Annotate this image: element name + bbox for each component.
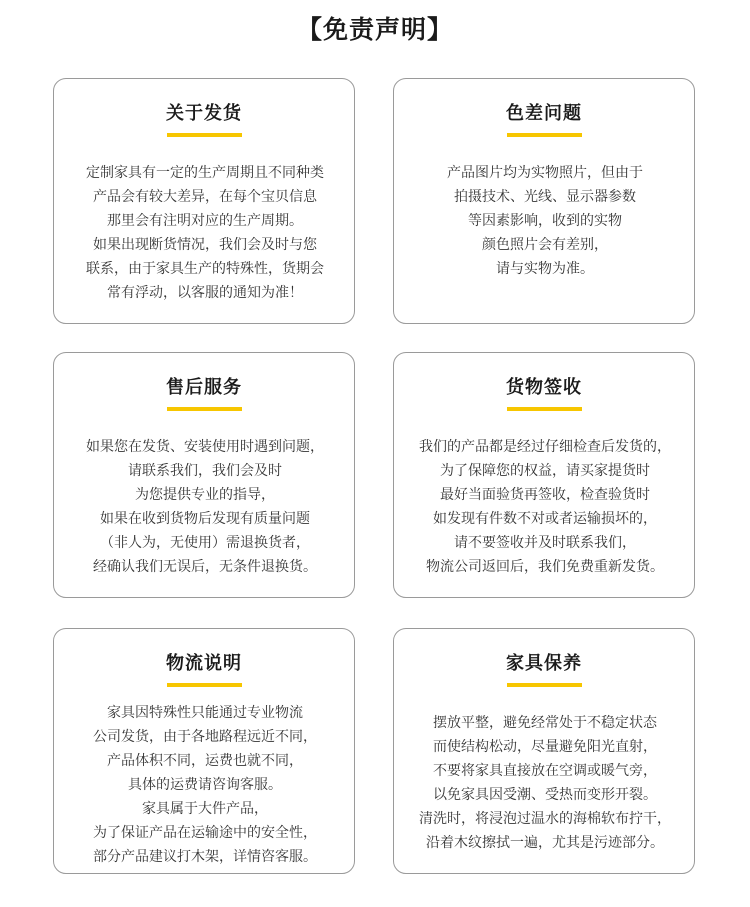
body-line: 为您提供专业的指导， [135,487,275,503]
card-title: 家具保养 [506,653,582,674]
card-body [402,161,688,281]
card-body [62,435,348,579]
body-line: 摆放平整，避免经常处于不稳定状态 [433,715,657,731]
title-underline [507,133,582,137]
card-after-sales [53,352,355,598]
body-line: 请不要签收并及时联系我们， [454,535,636,551]
body-line: 沿着木纹擦拭一遍，尤其是污迹部分。 [426,835,664,851]
title-underline [507,683,582,687]
title-underline [507,407,582,411]
body-line: 而使结构松动，尽量避免阳光直射， [433,739,657,755]
body-line: 常有浮动，以客服的通知为准！ [107,285,303,301]
title-underline [167,407,242,411]
body-line: 如果您在发货、安装使用时遇到问题， [86,439,324,455]
body-line: 具体的运费请咨询客服。 [128,777,282,793]
body-line: 公司发货，由于各地路程远近不同， [93,729,317,745]
card-title: 关于发货 [166,103,242,124]
body-line: 部分产品建议打木架，详情咨客服。 [93,849,317,865]
body-line: 不要将家具直接放在空调或暖气旁， [433,763,657,779]
body-line: 请与实物为准。 [496,261,594,277]
body-line: 产品图片均为实物照片，但由于 [447,165,643,181]
card-title: 货物签收 [506,377,582,398]
body-line: 最好当面验货再签收，检查验货时 [440,487,650,503]
body-line: 那里会有注明对应的生产周期。 [107,213,303,229]
body-line: 为了保证产品在运输途中的安全性， [93,825,317,841]
body-line: 颜色照片会有差别， [482,237,608,253]
card-maintenance [393,628,695,874]
body-line: 产品会有较大差异，在每个宝贝信息 [93,189,317,205]
body-line: 经确认我们无误后，无条件退换货。 [93,559,317,575]
body-line: 以免家具因受潮、受热而变形开裂。 [433,787,657,803]
body-line: 清洗时，将浸泡过温水的海棉软布拧干， [419,811,671,827]
body-line: 如发现有件数不对或者运输损坏的， [433,511,657,527]
title-underline [167,683,242,687]
card-receipt [393,352,695,598]
body-line: 等因素影响，收到的实物 [468,213,622,229]
title-underline [167,133,242,137]
body-line: 拍摄技术、光线、显示器参数 [454,189,636,205]
body-line: 如果在收到货物后发现有质量问题 [100,511,310,527]
body-line: 请联系我们，我们会及时 [128,463,282,479]
body-line: 家具因特殊性只能通过专业物流 [107,705,303,721]
card-logistics [53,628,355,874]
body-line: 我们的产品都是经过仔细检查后发货的， [419,439,671,455]
body-line: 如果出现断货情况，我们会及时与您 [93,237,317,253]
card-shipping [53,78,355,324]
body-line: （非人为，无使用）需退换货者， [100,535,310,551]
body-line: 物流公司返回后，我们免费重新发货。 [426,559,664,575]
card-title: 售后服务 [166,377,242,398]
page-title: 【免责声明】 [296,15,453,44]
card-body [62,701,348,869]
body-line: 联系，由于家具生产的特殊性，货期会 [86,261,324,277]
card-title: 物流说明 [166,653,242,674]
body-line: 为了保障您的权益，请买家提货时 [440,463,650,479]
card-title: 色差问题 [506,103,582,124]
card-body [62,161,348,305]
body-line: 定制家具有一定的生产周期且不同种类 [86,165,324,181]
card-body [402,711,688,855]
card-color-difference [393,78,695,324]
body-line: 产品体积不同，运费也就不同， [107,753,303,769]
card-body [402,435,688,579]
body-line: 家具属于大件产品， [142,801,268,817]
